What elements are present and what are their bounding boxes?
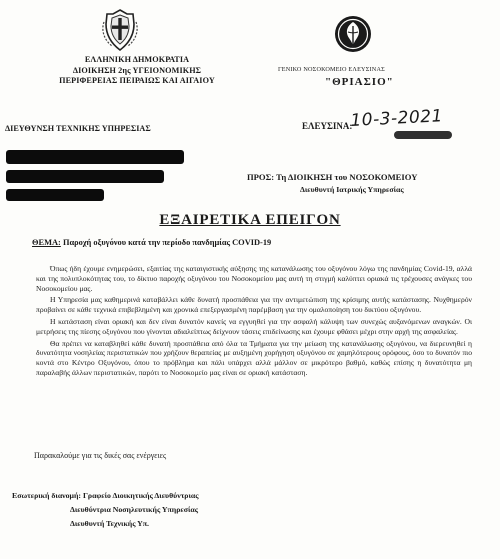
issuer-line-2: ΔΙΟΙΚΗΣΗ 2ης ΥΓΕΙΟΝΟΜΙΚΗΣ (72, 65, 202, 75)
distribution-line-2: Διευθύντρια Νοσηλευτικής Υπηρεσίας (70, 505, 199, 514)
recipient-line: ΠΡΟΣ: Τη ΔΙΟΙΚΗΣΗ του ΝΟΣΟΚΟΜΕΙΟΥ (247, 172, 418, 182)
hospital-full-name: ΓΕΝΙΚΟ ΝΟΣΟΚΟΜΕΙΟ ΕΛΕΥΣΙΝΑΣ (278, 66, 385, 73)
urgent-title-text: ΕΞΑΙΡΕΤΙΚΑ ΕΠΕΙΓΟΝ (159, 212, 341, 228)
body-paragraph: Η Υπηρεσία μας καθημερινά καταβάλλει κάθε δυνατή προσπάθεια για την αντιμετώπιση της κρίσιμης αυτής κατάστασης. Νυχθημερόν προβαίνει σε κάθε τεχνικά επιβεβλημένη και χρονικά επεξεργασμένη παρέμβαση για την ομαλοποίηση του δικτύου οξυγόνου. (36, 295, 472, 315)
body-paragraph: Θα πρέπει να καταβληθεί κάθε δυνατή προσπάθεια από όλα τα Τμήματα για την μείωση της κατανάλωσης οξυγόνου, να διερευνηθεί η δυνατότητα νοσηλείας περιστατικών που χρήζουν θεραπείας με αυξημένη χορήγηση οξυγόνου σε χαμηλότερους ορόφους, όσο το δυνατόν πιο κοντά στο Κέντρο Οξυγόνου, όπου το πρόβλημα και πάλι υπάρχει αλλά μάλλον σε μικρότερο βαθμό, καθώς επίσης η δυνατότητα μη παραλαβής άλλων περιστατικών, παρότι το Νοσοκομείο μας είναι σε οριακή κατάσταση. (36, 338, 472, 377)
subject-text: Παροχή οξυγόνου κατά την περίοδο πανδημίας COVID-19 (62, 238, 272, 247)
issuer-header (52, 55, 222, 87)
redaction-bar (6, 170, 164, 183)
handwritten-date: 10-3-2021 (349, 106, 444, 131)
body-paragraph: Όπως ήδη έχουμε ενημερώσει, εξαιτίας της καταιγιστικής αύξησης της κατανάλωσης του οξυγόνου λόγω της πανδημίας Covid-19, αλλά και της πολυπλοκότητας του, το δίκτυο παροχής οξυγόνου του Νοσοκομείου μας αυτή τη στιγμή καλύπτει οριακά τις τρέχουσες ανάγκες του Νοσοκομείου μας. (36, 264, 472, 293)
subject-line (32, 238, 271, 247)
letter-body (36, 264, 472, 380)
greek-emblem-icon (98, 8, 142, 52)
date-label: ΕΛΕΥΣΙΝΑ: (302, 121, 353, 131)
illegible-scribble (394, 131, 452, 139)
body-paragraph: Η κατάσταση είναι οριακή και δεν είναι δυνατόν κανείς να εγγυηθεί για την ασφαλή κάλυψη των συνεχώς αυξανόμενων αναγκών. Οι μετρήσεις της πίεσης οξυγόνου που γίνονται αδιαλείπτως δείχνουν τάσεις επιδείνωσης και έχουμε φθάσει μέχρι στην αρχή της ασφαλείας. (36, 316, 472, 336)
closing-line: Παρακαλούμε για τις δικές σας ενέργειες (34, 451, 167, 460)
recipient-subline: Διευθυντή Ιατρικής Υπηρεσίας (300, 185, 404, 194)
distribution-line-3: Διευθυντή Τεχνικής Υπ. (70, 519, 149, 528)
urgent-title (0, 212, 500, 229)
department-name: ΔΙΕΥΘΥΝΣΗ ΤΕΧΝΙΚΗΣ ΥΠΗΡΕΣΙΑΣ (5, 124, 151, 133)
issuer-line-1: ΕΛΛΗΝΙΚΗ ΔΗΜΟΚΡΑΤΙΑ (84, 55, 190, 64)
hospital-logo-icon (333, 14, 373, 54)
subject-label: ΘΕΜΑ: (32, 238, 61, 247)
redaction-bar (6, 150, 184, 164)
hospital-name: "ΘΡΙΑΣΙΟ" (325, 76, 394, 88)
redaction-bar (6, 189, 104, 201)
distribution-line-1: Εσωτερική διανομή: Γραφείο Διοικητικής Διευθύντριας (12, 491, 199, 500)
issuer-line-3: ΠΕΡΙΦΕΡΕΙΑΣ ΠΕΙΡΑΙΩΣ ΚΑΙ ΑΙΓΑΙΟΥ (59, 76, 215, 85)
